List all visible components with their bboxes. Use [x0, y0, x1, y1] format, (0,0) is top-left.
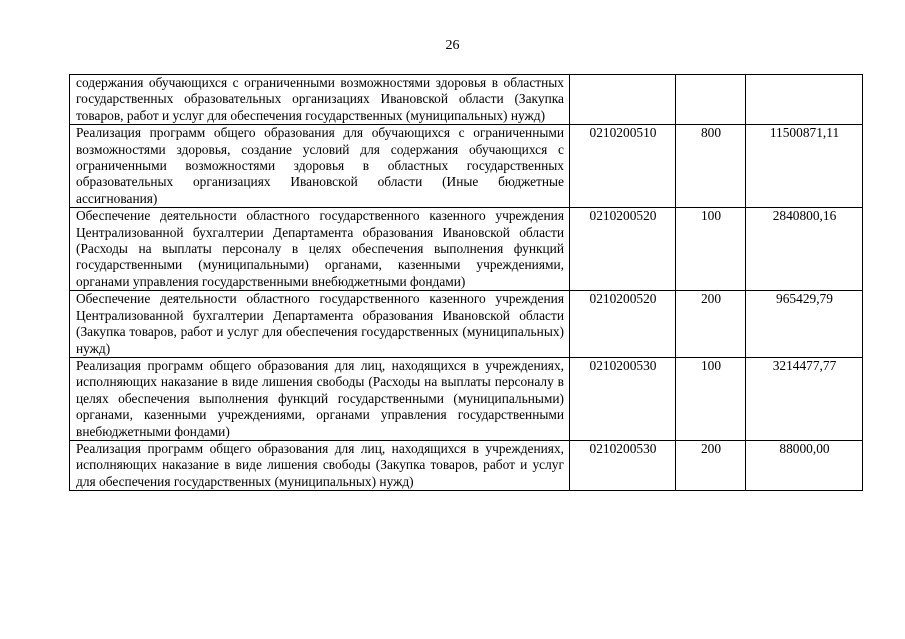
row-description: Реализация программ общего образования для обучающихся с ограниченными возможностями здоровья, создание условий для содержания обучающихся с ограниченными возможностями здоровья в областных государственных образовательных организациях Ивановской области (Иные бюджетные ассигнования): [70, 125, 570, 208]
row-description: содержания обучающихся с ограниченными возможностями здоровья в областных государственных образовательных организациях Ивановской области (Закупка товаров, работ и услуг для обеспечения государственных (муниципальных) нужд): [70, 75, 570, 125]
page-number: 26: [445, 38, 460, 53]
row-target-code: 0210200530: [570, 357, 676, 440]
row-expense-type: 100: [676, 357, 746, 440]
row-amount: 11500871,11: [746, 125, 863, 208]
row-amount: 965429,79: [746, 291, 863, 358]
row-target-code: 0210200510: [570, 125, 676, 208]
table-row: [70, 208, 863, 291]
row-expense-type: 200: [676, 440, 746, 490]
row-target-code: 0210200520: [570, 208, 676, 291]
row-expense-type: [676, 75, 746, 125]
row-target-code: 0210200520: [570, 291, 676, 358]
row-amount: 3214477,77: [746, 357, 863, 440]
row-description: Реализация программ общего образования для лиц, находящихся в учреждениях, исполняющих наказание в виде лишения свободы (Закупка товаров, работ и услуг для обеспечения государственных (муниципальных) нужд): [70, 440, 570, 490]
table-row: [70, 125, 863, 208]
budget-table: [69, 74, 863, 491]
row-expense-type: 200: [676, 291, 746, 358]
table-row: [70, 357, 863, 440]
table-row: [70, 75, 863, 125]
table-row: [70, 440, 863, 490]
row-description: Обеспечение деятельности областного государственного казенного учреждения Централизованной бухгалтерии Департамента образования Ивановской области (Закупка товаров, работ и услуг для обеспечения государственных (муниципальных) нужд): [70, 291, 570, 358]
row-target-code: [570, 75, 676, 125]
row-target-code: 0210200530: [570, 440, 676, 490]
row-amount: [746, 75, 863, 125]
row-description: Реализация программ общего образования для лиц, находящихся в учреждениях, исполняющих наказание в виде лишения свободы (Расходы на выплаты персоналу в целях обеспечения выполнения функций государственными (муниципальными) органами, казенными учреждениями, органами управления государственными внебюджетными фондами): [70, 357, 570, 440]
row-expense-type: 800: [676, 125, 746, 208]
row-expense-type: 100: [676, 208, 746, 291]
table-row: [70, 291, 863, 358]
row-amount: 2840800,16: [746, 208, 863, 291]
row-description: Обеспечение деятельности областного государственного казенного учреждения Централизованной бухгалтерии Департамента образования Ивановской области (Расходы на выплаты персоналу в целях обеспечения выполнения функций государственными (муниципальными) органами, казенными учреждениями, органами управления государственными внебюджетными фондами): [70, 208, 570, 291]
row-amount: 88000,00: [746, 440, 863, 490]
